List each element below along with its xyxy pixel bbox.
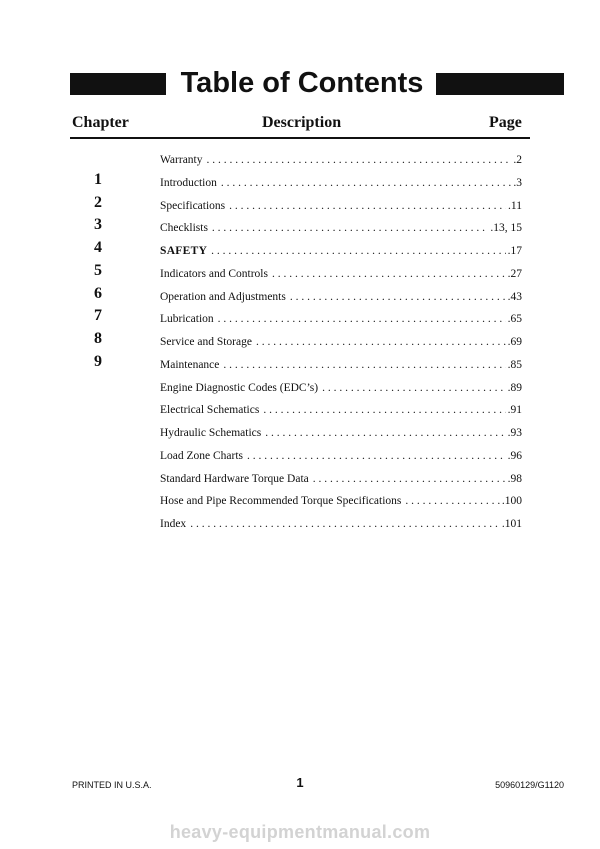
toc-row bbox=[0, 170, 600, 193]
chapter-number: 3 bbox=[94, 216, 102, 234]
toc-row bbox=[0, 332, 600, 352]
chapter-number: 9 bbox=[94, 352, 102, 370]
toc-row bbox=[0, 352, 600, 375]
chapter-number: 6 bbox=[94, 284, 102, 302]
entry-description: Electrical Schematics bbox=[160, 404, 260, 417]
entry-page: .85 bbox=[507, 358, 522, 371]
entry-page: .13, 15 bbox=[490, 222, 522, 235]
toc-row bbox=[0, 241, 600, 261]
entry-description: Load Zone Charts bbox=[160, 449, 244, 462]
dot-leader bbox=[207, 150, 512, 170]
toc-entry bbox=[160, 514, 522, 534]
toc-row bbox=[0, 378, 600, 398]
dot-leader bbox=[212, 218, 488, 238]
chapter-number: 2 bbox=[94, 193, 102, 211]
entry-page: .96 bbox=[507, 449, 522, 462]
dot-leader bbox=[272, 264, 506, 284]
title-right-bar bbox=[436, 73, 564, 95]
entry-page: .43 bbox=[507, 290, 522, 303]
chapter-number: 8 bbox=[94, 330, 102, 347]
entry-page: .91 bbox=[507, 404, 522, 417]
entry-description: Specifications bbox=[160, 199, 226, 212]
title-bar bbox=[70, 67, 564, 100]
toc-entry bbox=[160, 446, 522, 466]
title-left-bar bbox=[70, 73, 166, 95]
column-header-description: Description bbox=[262, 114, 342, 131]
chapter-number: 4 bbox=[94, 239, 102, 256]
entry-description: Indicators and Controls bbox=[160, 267, 268, 280]
toc-entry bbox=[160, 400, 522, 420]
entry-page: .101 bbox=[501, 518, 522, 530]
toc-row bbox=[0, 193, 600, 216]
dot-leader bbox=[229, 196, 506, 216]
toc-entry bbox=[160, 173, 522, 193]
footer-doc-code: 50960129/G1120 bbox=[495, 780, 564, 790]
entry-page: .93 bbox=[507, 427, 522, 439]
entry-page: .2 bbox=[513, 154, 522, 166]
entry-description: Checklists bbox=[160, 222, 208, 235]
toc-row bbox=[0, 514, 600, 534]
toc-entry bbox=[160, 264, 522, 284]
toc-row bbox=[0, 218, 600, 238]
column-header-chapter: Chapter bbox=[72, 114, 129, 131]
entry-description: Introduction bbox=[160, 176, 217, 189]
dot-leader bbox=[247, 446, 506, 466]
entry-description: Lubrication bbox=[160, 313, 214, 326]
dot-leader bbox=[218, 309, 506, 329]
dot-leader bbox=[405, 491, 499, 511]
entry-page: .17 bbox=[507, 245, 522, 257]
watermark: heavy-equipmentmanual.com bbox=[169, 822, 431, 842]
entry-description: Operation and Adjustments bbox=[160, 290, 286, 303]
entry-page: .89 bbox=[507, 381, 522, 394]
toc-row bbox=[0, 423, 600, 443]
toc-entry bbox=[160, 423, 522, 443]
toc-entry bbox=[160, 287, 522, 307]
toc-entry bbox=[160, 491, 522, 511]
toc-entry bbox=[160, 378, 522, 398]
entry-page: .69 bbox=[507, 336, 522, 348]
entry-description: Service and Storage bbox=[160, 336, 252, 348]
dot-leader bbox=[322, 378, 506, 398]
chapter-number: 7 bbox=[94, 307, 102, 325]
toc-entry bbox=[160, 218, 522, 238]
entry-page: .98 bbox=[507, 472, 522, 485]
toc-row bbox=[0, 400, 600, 420]
toc-entry bbox=[160, 241, 522, 261]
chapter-number: 5 bbox=[94, 261, 102, 279]
toc-row bbox=[0, 150, 600, 170]
dot-leader bbox=[265, 423, 505, 443]
toc-row bbox=[0, 491, 600, 511]
toc-entry bbox=[160, 196, 522, 216]
toc-entry bbox=[160, 355, 522, 375]
toc-row bbox=[0, 261, 600, 284]
dot-leader bbox=[211, 241, 505, 261]
toc-row bbox=[0, 469, 600, 489]
dot-leader bbox=[190, 514, 500, 534]
toc-entry bbox=[160, 469, 522, 489]
entry-page: .11 bbox=[508, 199, 522, 212]
toc-row bbox=[0, 309, 600, 329]
footer-page-number: 1 bbox=[296, 775, 304, 790]
dot-leader bbox=[313, 469, 506, 489]
entry-page: .3 bbox=[513, 176, 522, 189]
footer-printed: PRINTED IN U.S.A. bbox=[72, 780, 152, 790]
toc-row bbox=[0, 446, 600, 466]
chapter-number: 1 bbox=[94, 170, 102, 188]
entry-description: Hydraulic Schematics bbox=[160, 427, 262, 439]
toc-row bbox=[0, 284, 600, 307]
entry-page: .65 bbox=[507, 313, 522, 326]
entry-description: Maintenance bbox=[160, 358, 220, 371]
dot-leader bbox=[223, 355, 505, 375]
dot-leader bbox=[221, 173, 512, 193]
entry-description: Engine Diagnostic Codes (EDC’s) bbox=[160, 381, 319, 394]
entry-description: SAFETY bbox=[160, 245, 208, 257]
dot-leader bbox=[290, 287, 506, 307]
entry-description: Hose and Pipe Recommended Torque Specifications bbox=[160, 495, 402, 508]
entry-page: .27 bbox=[507, 267, 522, 280]
dot-leader bbox=[256, 332, 506, 352]
column-header-page: Page bbox=[489, 114, 522, 131]
toc-entry bbox=[160, 150, 522, 170]
dot-leader bbox=[263, 400, 505, 420]
entry-description: Warranty bbox=[160, 154, 203, 166]
toc-entry bbox=[160, 332, 522, 352]
toc-entry bbox=[160, 309, 522, 329]
entry-page: .100 bbox=[501, 495, 522, 508]
entry-description: Index bbox=[160, 518, 187, 530]
header-rule bbox=[70, 137, 530, 139]
entry-description: Standard Hardware Torque Data bbox=[160, 472, 309, 485]
page-title: Table of Contents bbox=[180, 67, 424, 99]
